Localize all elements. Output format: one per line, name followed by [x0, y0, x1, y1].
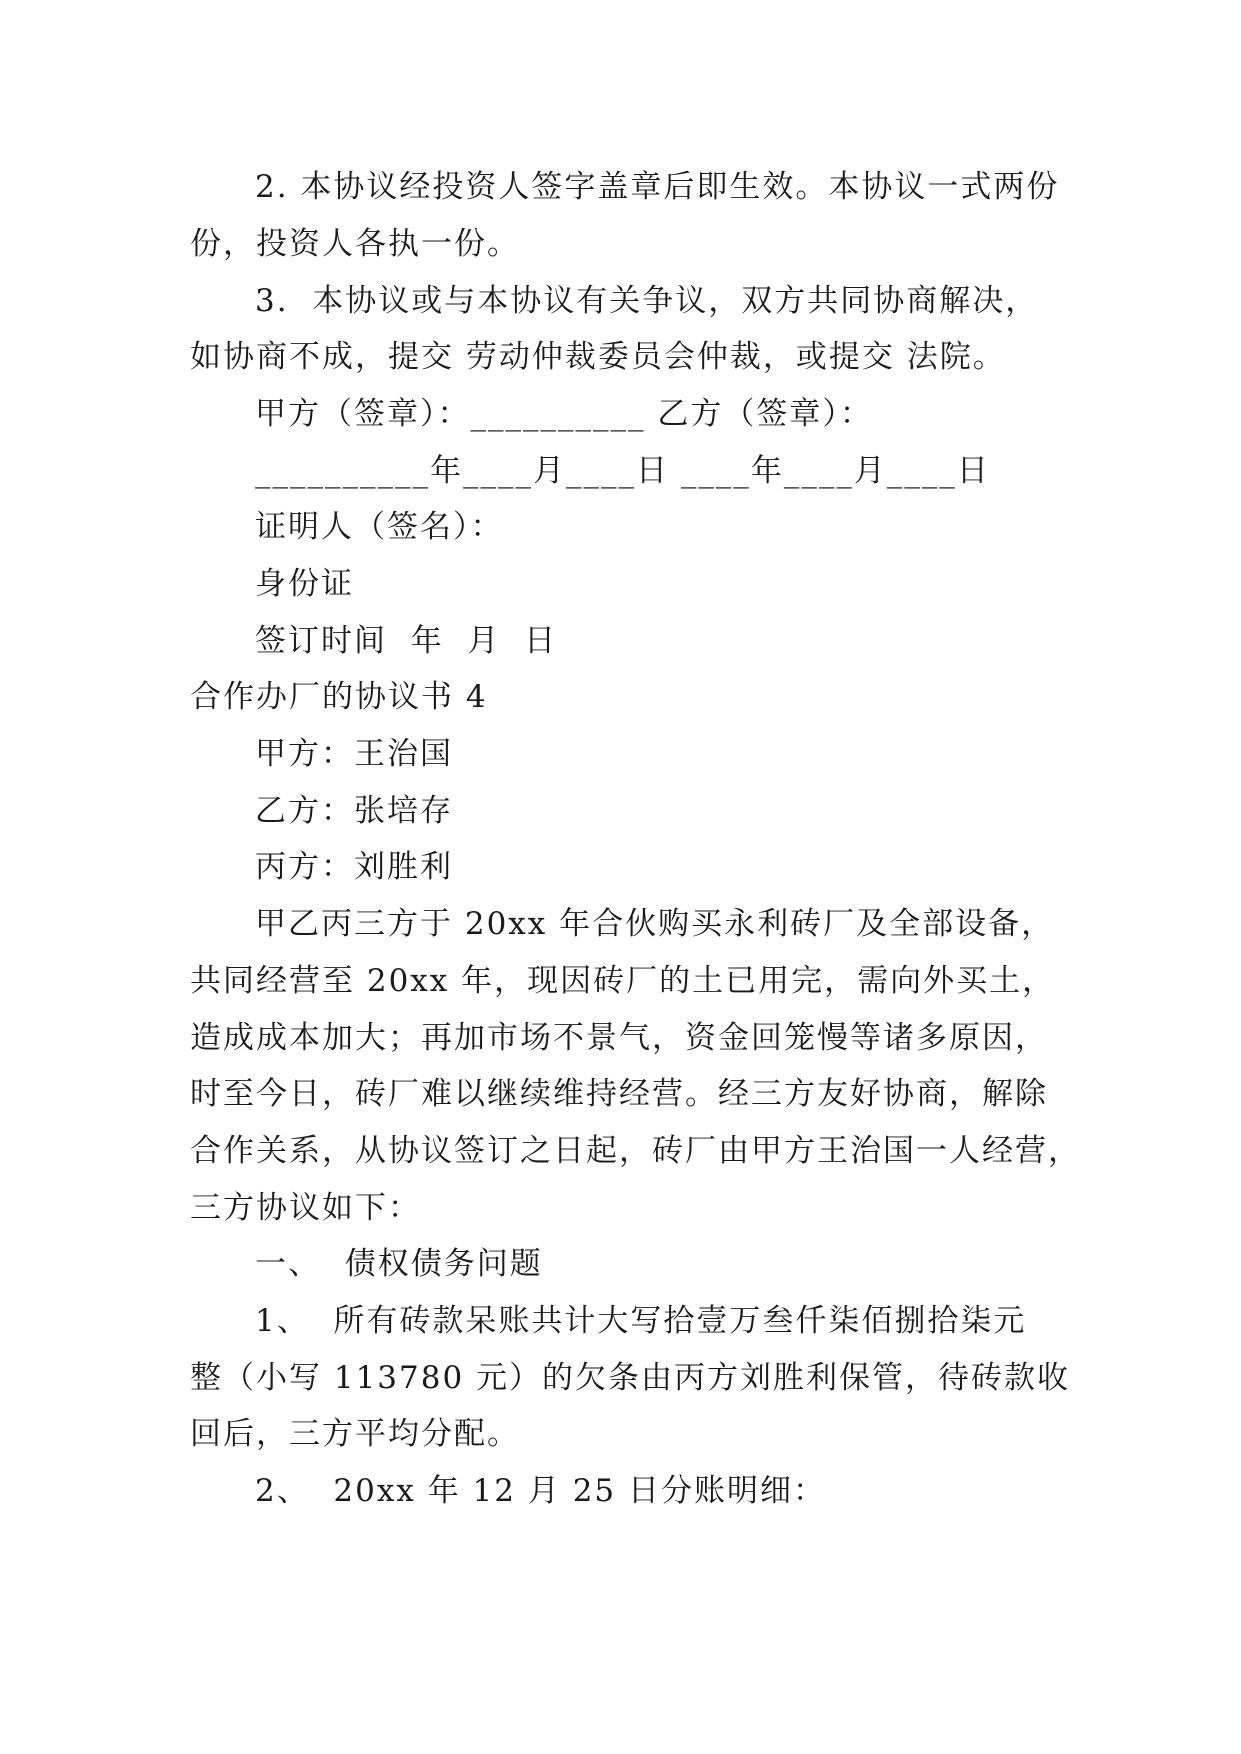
id-card-line: 身份证	[255, 566, 354, 602]
clause-3-line-1: 3. 本协议或与本协议有关争议，双方共同协商解决，	[255, 283, 1039, 319]
paragraph-line-3: 造成成本加大；再加市场不景气，资金回笼慢等诸多原因，	[190, 1020, 1048, 1056]
paragraph-line-6: 三方协议如下：	[190, 1190, 421, 1226]
paragraph-line-1: 甲乙丙三方于 20xx 年合伙购买永利砖厂及全部设备，	[255, 906, 1055, 942]
item-2-line-1: 2、 20xx 年 12 月 25 日分账明细：	[255, 1473, 827, 1509]
date-line: __________年____月____日 ____年____月____日	[255, 453, 990, 489]
clause-2-line-1: 2. 本协议经投资人签字盖章后即生效。本协议一式两份	[255, 169, 1060, 205]
party-a-line: 甲方：王治国	[255, 736, 453, 772]
party-c-line: 丙方：刘胜利	[255, 849, 453, 885]
paragraph-line-2: 共同经营至 20xx 年，现因砖厂的土已用完，需向外买土，	[190, 963, 1056, 999]
section-heading: 一、 债权债务问题	[255, 1246, 543, 1282]
item-1-line-2: 整（小写 113780 元）的欠条由丙方刘胜利保管，待砖款收	[190, 1360, 1071, 1396]
clause-2-line-2: 份，投资人各执一份。	[190, 226, 520, 262]
agreement-title: 合作办厂的协议书 4	[190, 679, 488, 715]
clause-3-line-2: 如协商不成，提交 劳动仲裁委员会仲裁，或提交 法院。	[190, 339, 1006, 375]
witness-line: 证明人（签名）：	[255, 509, 504, 545]
signature-line: 甲方（签章）：__________ 乙方（签章）：	[255, 396, 873, 432]
item-1-line-3: 回后，三方平均分配。	[190, 1416, 520, 1452]
signing-time-line: 签订时间 年 月 日	[255, 623, 558, 659]
party-b-line: 乙方：张培存	[255, 793, 453, 829]
item-1-line-1: 1、 所有砖款呆账共计大写拾壹万叁仟柒佰捌拾柒元	[255, 1303, 1027, 1339]
paragraph-line-5: 合作关系，从协议签订之日起，砖厂由甲方王治国一人经营，	[190, 1133, 1081, 1169]
paragraph-line-4: 时至今日，砖厂难以继续维持经营。经三方友好协商，解除	[190, 1076, 1048, 1112]
